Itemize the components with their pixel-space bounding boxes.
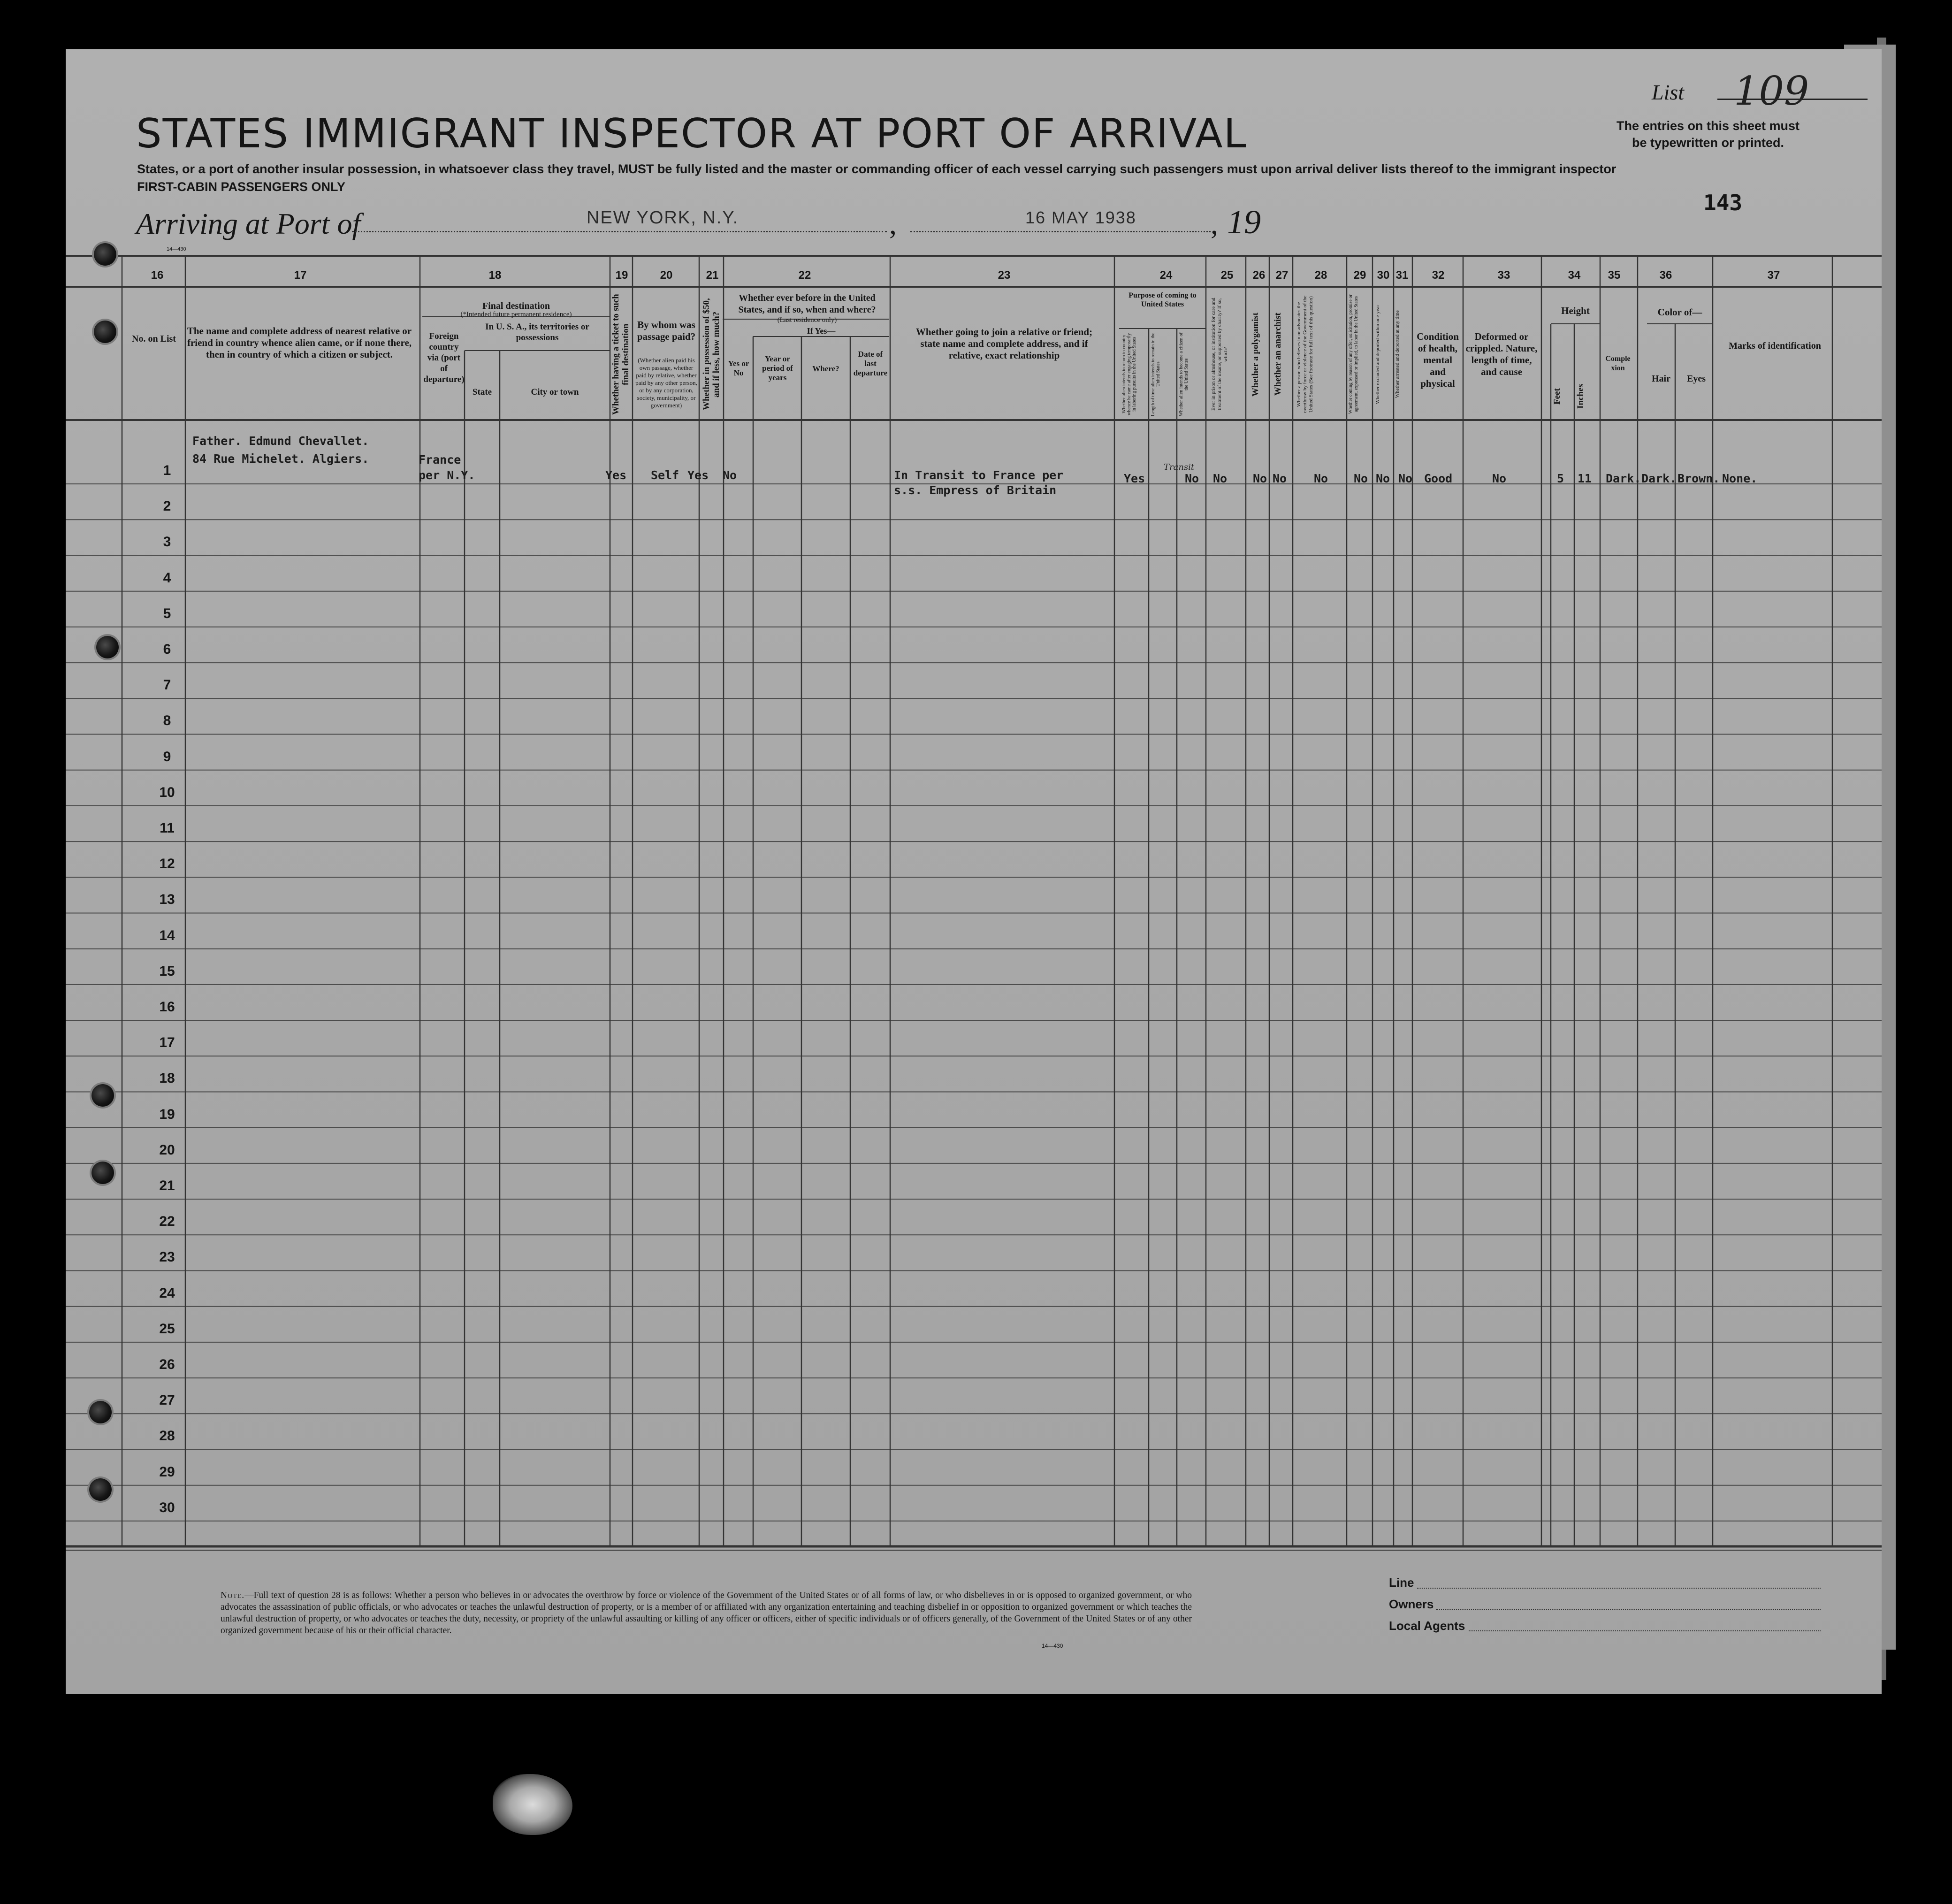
entry-return-intent: Yes xyxy=(1124,472,1145,485)
row-number: 16 xyxy=(159,999,175,1015)
header-year-period: Year or period of years xyxy=(762,354,793,382)
col-number: 22 xyxy=(798,269,811,282)
owners-label: Owners xyxy=(1389,1597,1434,1611)
row-number: 8 xyxy=(163,713,171,729)
col-number: 23 xyxy=(998,269,1011,282)
row-number: 7 xyxy=(163,677,171,693)
entry-has-fifty: Yes xyxy=(687,468,709,482)
footnote-question-28 xyxy=(221,1590,1192,1636)
header-return-intent: Whether alien intends to return to country whence he came after engaging temporarily in laboring pursuits in the United States xyxy=(1121,333,1137,416)
row-number: 2 xyxy=(163,498,171,514)
row-number: 19 xyxy=(159,1106,175,1122)
list-number: 109 xyxy=(1734,68,1809,114)
col-number: 20 xyxy=(660,269,673,282)
row-number: 14 xyxy=(159,927,175,943)
entry-join-line-1: In Transit to France per xyxy=(894,468,1064,482)
entry-foreign-port: per N.Y. xyxy=(419,468,475,482)
row-number: 18 xyxy=(159,1071,175,1086)
binder-hole xyxy=(89,1401,112,1423)
col-number: 29 xyxy=(1353,269,1366,282)
row-number: 6 xyxy=(163,642,171,657)
col-number: 32 xyxy=(1432,269,1445,282)
header-join-relative: Whether going to join a relative or friend; state name and complete address, and if relative, exact relationship xyxy=(915,326,1093,361)
agents-label: Local Agents xyxy=(1389,1619,1465,1633)
entry-inches: 11 xyxy=(1578,472,1592,485)
row-number: 17 xyxy=(159,1035,175,1051)
header-marks: Marks of identification xyxy=(1729,341,1821,351)
col-number: 30 xyxy=(1377,269,1390,282)
manifest-sheet xyxy=(66,49,1882,1694)
header-final-destination: Final destination xyxy=(482,301,550,311)
entry-deformed: No xyxy=(1492,472,1507,485)
header-color-of: Color of— xyxy=(1657,306,1702,318)
row-number: 24 xyxy=(159,1285,175,1301)
entry-polygamist: No xyxy=(1253,472,1267,485)
header-hair: Hair xyxy=(1652,374,1670,384)
entry-health: Good xyxy=(1424,472,1453,485)
col-number: 19 xyxy=(615,269,628,282)
header-passage-paid-sub: (Whether alien paid his own passage, whether paid by relative, whether paid by any other person, or by any corporation, society, municipality, or government) xyxy=(635,357,697,409)
form-title: STATES IMMIGRANT INSPECTOR AT PORT OF ARRIVAL xyxy=(136,110,1247,157)
header-prison: Ever in prison or almshouse, or institution for care and treatment of the insane, or supported by charity? If so, which? xyxy=(1211,298,1228,411)
col-number: 18 xyxy=(488,269,502,282)
year-prefix: 19 xyxy=(1227,203,1261,241)
header-feet: Feet xyxy=(1552,388,1562,405)
col-number: 24 xyxy=(1159,269,1173,282)
entry-deported: No xyxy=(1398,472,1413,485)
header-foreign-country: Foreign country via (port of departure) xyxy=(423,331,465,384)
entry-before-in-us: No xyxy=(723,468,737,482)
header-last-departure: Date of last departure xyxy=(853,350,888,377)
entry-anarchist: No xyxy=(1273,472,1287,485)
header-overthrow: Whether a person who believes in or advocates the overthrow by force or violence of the Government of the United States (See footnote for full text of this question) xyxy=(1296,295,1314,413)
row-number: 5 xyxy=(163,605,171,621)
col-number: 35 xyxy=(1608,269,1621,282)
entry-relative-address: 84 Rue Michelet. Algiers. xyxy=(192,452,369,466)
form-instructions: States, or a port of another insular possession, in whatsoever class they travel, MUST be fully listed and the master or commanding officer of each vessel carrying such passengers must upon arrival deliver lists thereof to the immigrant inspector xyxy=(137,162,1616,176)
binder-hole xyxy=(92,1084,114,1107)
col-number: 37 xyxy=(1767,269,1780,282)
row-number: 21 xyxy=(159,1178,175,1193)
row-number: 11 xyxy=(160,820,175,836)
arriving-label: Arriving at Port of xyxy=(136,207,361,240)
first-cabin-label: FIRST-CABIN PASSENGERS ONLY xyxy=(137,180,346,194)
row-number: 10 xyxy=(159,784,175,800)
row-number: 23 xyxy=(159,1249,175,1265)
list-label: List xyxy=(1652,80,1685,104)
row-number: 20 xyxy=(159,1142,175,1158)
line-dotted xyxy=(1417,1588,1821,1589)
col-number: 36 xyxy=(1659,269,1672,282)
col-number: 33 xyxy=(1497,269,1510,282)
entry-relative-name: Father. Edmund Chevallet. xyxy=(192,434,369,448)
owners-dotted xyxy=(1436,1609,1821,1610)
row-number: 22 xyxy=(159,1214,175,1230)
entry-offer-labor: No xyxy=(1354,472,1368,485)
entry-eyes: Brown. xyxy=(1678,472,1720,485)
row-number: 9 xyxy=(163,749,171,765)
binder-hole xyxy=(94,243,116,266)
binder-hole xyxy=(89,1478,112,1501)
row-number: 15 xyxy=(159,963,175,979)
date-comma: , xyxy=(1211,207,1218,240)
header-length-stay: Length of time alien intends to remain in the United States xyxy=(1151,332,1161,416)
row-number: 28 xyxy=(159,1428,175,1444)
entry-passage-paid: Self xyxy=(651,468,679,482)
binder-hole xyxy=(92,1162,114,1184)
entry-overthrow: No xyxy=(1314,472,1328,485)
entry-excluded: No xyxy=(1376,472,1390,485)
binder-hole xyxy=(96,636,119,658)
line-label: Line xyxy=(1389,1575,1414,1590)
binder-hole xyxy=(94,321,116,343)
row-number: 26 xyxy=(159,1357,175,1372)
header-deported: Whether arrested and deported at any time xyxy=(1395,310,1400,398)
entry-foreign-country: France xyxy=(419,453,461,466)
col-number: 27 xyxy=(1275,269,1289,282)
header-ticket: Whether having a ticket to such final destination xyxy=(611,294,631,415)
row-number: 25 xyxy=(159,1321,175,1337)
header-purpose: Purpose of coming to United States xyxy=(1128,291,1197,308)
date-value: 16 MAY 1938 xyxy=(1025,208,1136,227)
header-health: Condition of health, mental and physical xyxy=(1417,331,1459,389)
row-number: 29 xyxy=(159,1464,175,1480)
header-city: City or town xyxy=(531,387,579,397)
form-code-bottom: 14—430 xyxy=(1042,1643,1063,1649)
entry-become-citizen: No xyxy=(1185,472,1199,485)
header-inches: Inches xyxy=(1576,384,1586,409)
entry-marks: None. xyxy=(1722,472,1758,485)
col-number: 26 xyxy=(1252,269,1266,282)
col-number: 28 xyxy=(1314,269,1327,282)
header-relative-address: The name and complete address of nearest relative or friend in country whence alien came, or if none there, then in country of which a citizen or subject. xyxy=(187,325,412,360)
header-height: Height xyxy=(1561,305,1590,316)
form-code-top: 14—430 xyxy=(167,246,186,252)
header-deformed: Deformed or crippled. Nature, length of time, and cause xyxy=(1465,331,1538,377)
header-passage-paid: By whom was passage paid? xyxy=(637,319,696,342)
entry-join-line-2: s.s. Empress of Britain xyxy=(894,483,1057,497)
paper-blot xyxy=(493,1774,572,1835)
row-number: 3 xyxy=(163,534,171,550)
row-number: 27 xyxy=(159,1392,175,1408)
header-final-destination-sub: (*Intended future permanent residence) xyxy=(460,311,572,318)
row-number: 12 xyxy=(159,856,175,872)
header-before-in-us: Whether ever before in the United States, and if so, when and where? xyxy=(738,293,876,315)
entry-length-stay: Transit xyxy=(1164,462,1195,472)
header-become-citizen: Whether alien intends to become a citizen of the United States xyxy=(1179,332,1189,416)
footnote-label: Note. xyxy=(221,1590,245,1600)
header-anarchist: Whether an anarchist xyxy=(1273,313,1283,396)
entry-complexion: Dark. xyxy=(1606,472,1641,485)
col-number: 21 xyxy=(706,269,719,282)
port-value: NEW YORK, N.Y. xyxy=(587,208,739,228)
typewrite-note: The entries on this sheet must be typewritten or printed. xyxy=(1616,119,1800,150)
header-if-yes: If Yes— xyxy=(807,326,836,336)
header-where: Where? xyxy=(812,364,839,373)
col-number: 25 xyxy=(1220,269,1234,282)
header-yes-no: Yes or No xyxy=(728,359,749,377)
header-complexion: Complexion xyxy=(1605,355,1631,372)
header-fifty-dollars: Whether in possession of $50, and if less, how much? xyxy=(702,298,721,411)
header-eyes: Eyes xyxy=(1687,374,1706,384)
port-comma: , xyxy=(889,207,897,240)
entry-feet: 5 xyxy=(1557,472,1564,485)
entry-prison: No xyxy=(1213,472,1228,485)
stamp-number: 143 xyxy=(1703,190,1743,215)
col-number: 31 xyxy=(1395,269,1409,282)
row-number: 4 xyxy=(163,570,171,586)
row-number: 13 xyxy=(159,892,175,908)
row-number: 30 xyxy=(159,1499,175,1515)
header-excluded: Whether excluded and deported within one year xyxy=(1375,305,1380,404)
header-state: State xyxy=(472,387,492,397)
form-grid xyxy=(66,49,1882,1694)
row-number: 1 xyxy=(163,463,171,478)
header-polygamist: Whether a polygamist xyxy=(1250,312,1260,397)
agents-dotted xyxy=(1469,1630,1821,1631)
header-in-usa: In U. S. A., its territories or possessions xyxy=(485,322,589,343)
footnote-text: —Full text of question 28 is as follows: Whether a person who believes in or advocates the overthrow by force or violence of the Government of the United States or of all forms of law, or who disbelieves in or is opposed to organized government, or who advocates the assassination of public officials, or who advocates or teaches the unlawful destruction of property, or is a member of or affiliated with any organization entertaining and teaching disbelief in or opposition to organized government or which teaches the unlawful destruction of property, or who advocates or teaches the duty, necessity, or propriety of the unlawful assaulting or killing of any officer or officers, either of specific individuals or of officers generally, of the Government of the United States or of any other organized government because of his or their official character. xyxy=(221,1590,1192,1636)
header-offer-labor: Whether coming by reason of any offer, solicitation, promise or agreement, expressed or implied, to labor in the United States xyxy=(1348,294,1359,414)
col-number: 17 xyxy=(294,269,307,282)
header-no-on-list: No. on List xyxy=(132,334,176,344)
entry-hair: Dark. xyxy=(1641,472,1677,485)
col-number: 34 xyxy=(1568,269,1581,282)
col-number: 16 xyxy=(151,269,164,282)
header-before-in-us-sub: (Last residence only) xyxy=(777,316,837,324)
entry-ticket: Yes xyxy=(605,468,627,482)
